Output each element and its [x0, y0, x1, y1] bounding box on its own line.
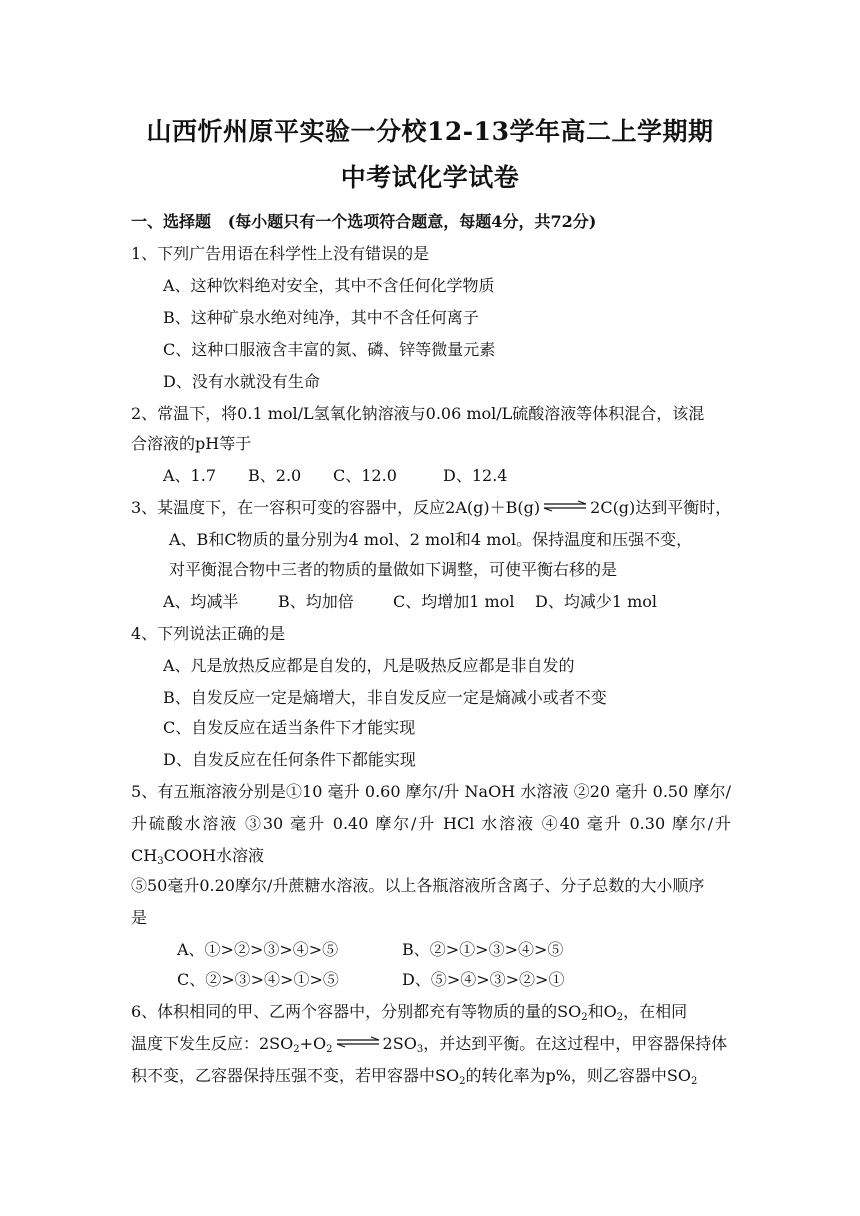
- q6-l2-sub1: 2: [293, 1044, 300, 1055]
- q4-option-d: D、自发反应在任何条件下都能实现: [163, 750, 416, 769]
- q6-l3-a: 积不变，乙容器保持压强不变，若甲容器中SO: [131, 1066, 460, 1085]
- q5-stem-line3-sub: 3: [157, 856, 164, 867]
- q5-option-c: C、②>③>④>①>⑤: [177, 970, 339, 989]
- q3-option-c: C、均增加1 mol: [393, 592, 515, 611]
- exam-title-line2: 中考试化学试卷: [340, 163, 520, 192]
- q6-l1-a: 6、体积相同的甲、乙两个容器中，分别都充有等物质的量的SO: [131, 1002, 582, 1021]
- q2-option-a: A、1.7: [163, 466, 217, 485]
- section-note: (每小题只有一个选项符合题意，每题4分，共72分): [227, 212, 597, 231]
- q1-stem: 1、下列广告用语在科学性上没有错误的是: [131, 244, 430, 263]
- q6-l1-c: ，在相同: [623, 1002, 688, 1021]
- q6-l1-b: 和O: [587, 1002, 617, 1021]
- q5-stem-line3-pre: CH: [131, 846, 158, 865]
- q6-l3-sub2: 2: [691, 1076, 698, 1087]
- q5-option-b: B、②>①>③>④>⑤: [402, 940, 564, 959]
- q5-stem-line1: 5、有五瓶溶液分别是①10 毫升 0.60 摩尔/升 NaOH 水溶液 ②20 毫升 0.50 摩尔/: [131, 782, 731, 801]
- q5-stem-line2: 升硫酸水溶液 ③30 毫升 0.40 摩尔/升 HCl 水溶液 ④40 毫升 0.30 摩尔/升: [131, 814, 731, 833]
- q6-stem-line2: [131, 1034, 727, 1054]
- q5-option-d: D、⑤>④>③>②>①: [402, 970, 565, 989]
- q5-stem-line3-post: COOH水溶液: [163, 846, 265, 865]
- section-title: 一、选择题: [131, 212, 212, 231]
- q4-option-c: C、自发反应在适当条件下才能实现: [163, 718, 416, 737]
- q1-option-d: D、没有水就没有生命: [163, 372, 320, 391]
- equilibrium-arrow-icon: [335, 1036, 381, 1048]
- equilibrium-arrow-icon: [542, 500, 588, 512]
- q5-option-a: A、①>②>③>④>⑤: [177, 940, 339, 959]
- q3-option-b: B、均加倍: [278, 592, 354, 611]
- q2-option-b: B、2.0: [248, 466, 302, 485]
- q6-l3-sub1: 2: [459, 1076, 466, 1087]
- q5-stem-line5: 是: [131, 908, 148, 927]
- q3-stem-line1: [131, 498, 731, 518]
- q6-l2-a: 温度下发生反应：2SO: [131, 1034, 294, 1053]
- q4-option-a: A、凡是放热反应都是自发的，凡是吸热反应都是非自发的: [163, 656, 575, 675]
- q5-stem-line3: [131, 846, 264, 866]
- q1-option-c: C、这种口服液含丰富的氮、磷、锌等微量元素: [163, 340, 496, 359]
- q1-option-a: A、这种饮料绝对安全，其中不含任何化学物质: [163, 276, 495, 295]
- q2-options: [163, 466, 507, 486]
- q6-l2-d: ，并达到平衡。在这过程中，甲容器保持体: [423, 1034, 728, 1053]
- q3-stem-line1-pre: 3、某温度下，在一容积可变的容器中，反应2A(g)＋B(g): [131, 498, 541, 517]
- q3-option-a: A、均减半: [163, 592, 239, 611]
- q4-option-b: B、自发反应一定是熵增大，非自发反应一定是熵减小或者不变: [163, 688, 607, 707]
- section-heading: [131, 212, 596, 232]
- q6-l2-sub2: 2: [326, 1044, 333, 1055]
- q5-stem-line4: ⑤50毫升0.20摩尔/升蔗糖水溶液。以上各瓶溶液所含离子、分子总数的大小顺序: [131, 876, 705, 895]
- q4-stem: 4、下列说法正确的是: [131, 624, 286, 643]
- q6-l3-b: 的转化率为p%，则乙容器中SO: [465, 1066, 691, 1085]
- q2-stem-line2: 合溶液的pH等于: [131, 434, 252, 453]
- q3-stem-line2: A、B和C物质的量分别为4 mol、2 mol和4 mol。保持温度和压强不变，: [169, 530, 693, 549]
- q6-l2-sub3: 3: [416, 1044, 424, 1055]
- q6-l1-sub2: 2: [616, 1012, 624, 1023]
- q1-option-b: B、这种矿泉水绝对纯净，其中不含任何离子: [163, 308, 479, 327]
- q6-l2-b: +O: [299, 1034, 327, 1053]
- q3-options: [163, 592, 657, 612]
- q6-l1-sub1: 2: [581, 1012, 588, 1023]
- q3-stem-line3: 对平衡混合物中三者的物质的量做如下调整，可使平衡右移的是: [169, 560, 618, 579]
- q2-stem-line1: 2、常温下，将0.1 mol/L氢氧化钠溶液与0.06 mol/L硫酸溶液等体积混合，该混: [131, 404, 705, 423]
- exam-title-line1: 山西忻州原平实验一分校12-13学年高二上学期期: [146, 117, 714, 146]
- q2-option-c: C、12.0: [333, 466, 397, 485]
- q6-l2-c: 2SO: [382, 1034, 417, 1053]
- q2-option-d: D、12.4: [443, 466, 508, 485]
- q3-option-d: D、均减少1 mol: [535, 592, 658, 611]
- q6-stem-line3: [131, 1066, 697, 1086]
- q3-stem-line1-post: 2C(g)达到平衡时，: [590, 498, 732, 517]
- q6-stem-line1: [131, 1002, 687, 1022]
